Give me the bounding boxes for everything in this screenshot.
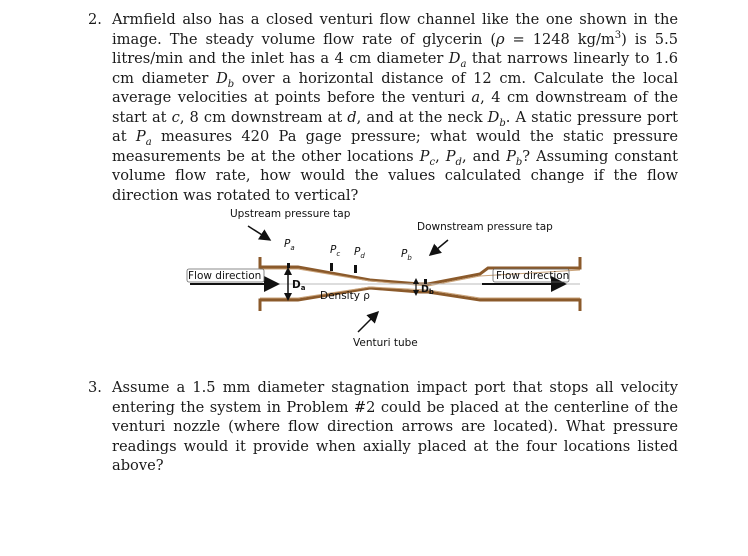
pa-label: $P_a$: [284, 238, 295, 252]
venturi-tube-pointer: [358, 312, 378, 332]
upstream-tap-pointer: [248, 226, 270, 240]
flow-direction-left-label: Flow direction: [188, 270, 262, 282]
downstream-tap-label: Downstream pressure tap: [417, 221, 553, 233]
pc-label: $P_c$: [330, 244, 341, 258]
density-label: Density ρ: [320, 290, 370, 302]
db-label: $D_b$: [421, 284, 434, 296]
pd-label: $P_d$: [354, 246, 365, 260]
venturi-tube-label: Venturi tube: [353, 337, 418, 349]
problem-3-text: Assume a 1.5 mm diameter stagnation impact port that stops all velocity entering the system in Problem #2 could be placed at the centerline of the venturi nozzle (where flow direction arrows are located). What pressure readings would it provide when axially placed at the four locations listed above?: [112, 379, 678, 474]
flow-direction-right-label: Flow direction: [496, 270, 570, 282]
problem-2-text: Armfield also has a closed venturi flow channel like the one shown in the image. The steady volume flow rate of glycerin (ρ = 1248 $kg/m^3$) is 5.5 litres/min and the inlet has a 4 cm diameter $D_a$ that narrows linearly to 1.6 cm diameter $D_b$ over a horizontal distance of 12 cm. Calculate the local average velocities at points before the venturi a, 4 cm downstream of the start at c, 8 cm downstream at d, and at the neck $D_b$. A static pressure port at $P_a$ measures 420 Pa gage pressure; what would the static pressure measurements be at the other locations $P_c$, $P_d$, and $P_b$? Assuming constant volume flow rate, how would the values calculated change if the flow direction was rotated to vertical?: [112, 11, 679, 204]
venturi-diagram: [180, 200, 600, 360]
pb-label: $P_b$: [401, 248, 412, 262]
problem-2-number: 2.: [88, 11, 102, 28]
venturi-figure: [180, 200, 600, 360]
downstream-tap-pointer: [430, 240, 448, 255]
problem-3-number: 3.: [88, 379, 102, 396]
pressure-taps: [287, 263, 427, 284]
da-label: Da: [292, 279, 306, 292]
problem-2: [88, 10, 678, 205]
upstream-tap-label: Upstream pressure tap: [230, 208, 351, 220]
problem-3: [88, 378, 678, 476]
